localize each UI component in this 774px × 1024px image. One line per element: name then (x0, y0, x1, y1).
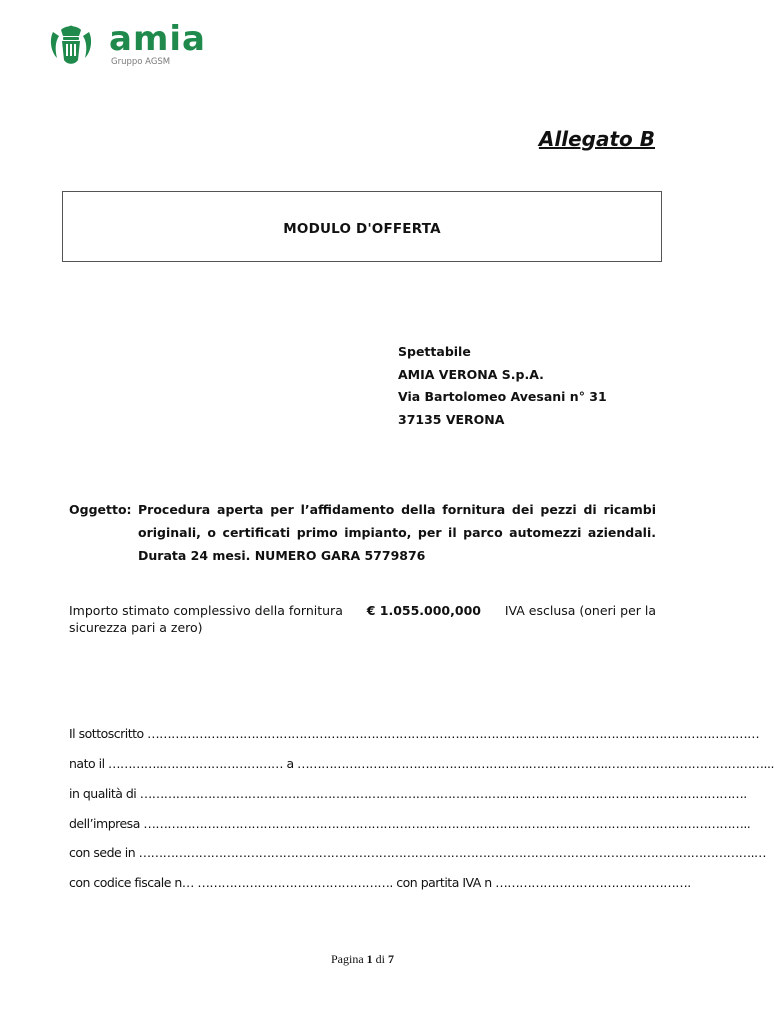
logo-wordmark: amia (109, 19, 206, 59)
form-title: MODULO D'OFFERTA (283, 221, 441, 237)
subject-label: Oggetto: (69, 502, 132, 517)
attachment-label: Allegato B (538, 127, 655, 151)
footer-prefix: Pagina (330, 952, 364, 966)
footer-page-number: 1 (366, 952, 373, 966)
recipient-address (398, 341, 607, 431)
field-nato-il[interactable]: nato il …………..………………………… a ………………………………………………….………………..…………………………………... (69, 756, 774, 771)
amount-value: € 1.055.000,000 (366, 603, 481, 618)
field-sede[interactable]: con sede in ……………………………………………………………………………………………………………………………………….… (69, 845, 767, 860)
amia-logo (49, 19, 249, 72)
field-qualita[interactable]: in qualità di ……………………………………………………………………………….……………………………………………………. (69, 786, 747, 801)
logo-subtitle: Gruppo AGSM (111, 57, 171, 67)
amount-prefix: Importo stimato complessivo della fornitura (69, 603, 343, 618)
recipient-salutation: Spettabile (398, 344, 471, 359)
amount-suffix: IVA esclusa (oneri per la (504, 603, 656, 618)
subject-text: Procedura aperta per l’affidamento della fornitura dei pezzi di ricambi originali, o certificati primo impianto, per il parco automezzi aziendali. Durata 24 mesi. NUMERO GARA 5779876 (138, 502, 656, 563)
subject-block (69, 498, 656, 567)
field-impresa[interactable]: dell’impresa …………………………………………………………………………………………………………………………………….. (69, 816, 751, 831)
footer-middle: di (375, 952, 385, 966)
recipient-city: 37135 VERONA (398, 411, 505, 427)
amount-paragraph (69, 602, 656, 636)
footer-page-total: 7 (388, 952, 394, 966)
field-sottoscritto[interactable]: Il sottoscritto ……………………………………………………………………………………………………………………………………… (69, 726, 760, 741)
recipient-company: AMIA VERONA S.p.A. (398, 366, 544, 382)
page-footer (0, 952, 725, 967)
form-title-box (62, 191, 662, 262)
field-codice-fiscale[interactable]: con codice fiscale n… …………………………………………. con partita IVA n …………………………………………. (69, 875, 691, 890)
recipient-street: Via Bartolomeo Avesani n° 31 (398, 389, 607, 404)
amount-line2: sicurezza pari a zero) (69, 620, 203, 635)
